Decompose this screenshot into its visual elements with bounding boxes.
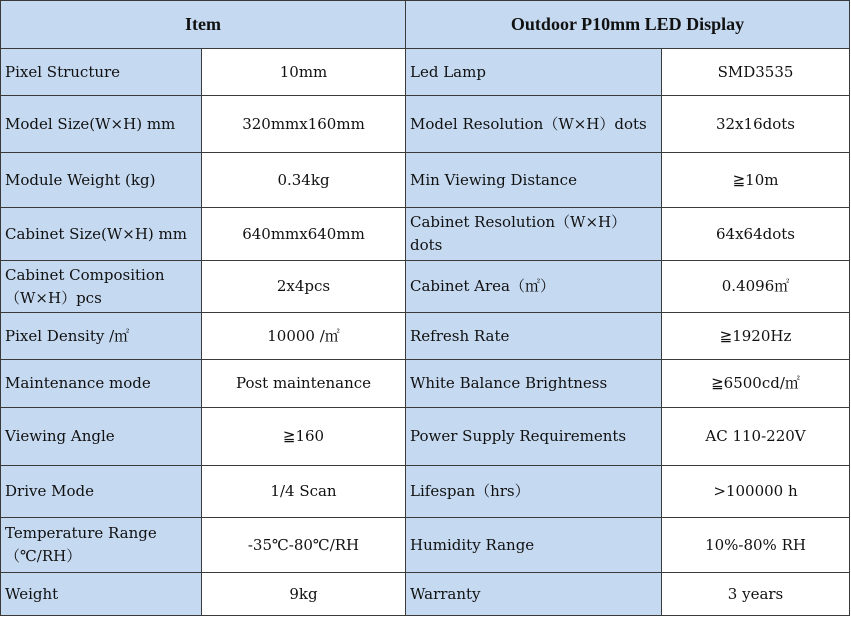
spec-value: ≧10m: [662, 153, 850, 208]
table-row: [1, 96, 850, 153]
table-row: [1, 518, 850, 573]
table-row: [1, 313, 850, 360]
spec-value: 10mm: [202, 49, 406, 96]
spec-value: SMD3535: [662, 49, 850, 96]
spec-label: Cabinet Size(W×H) mm: [1, 208, 202, 261]
spec-label: Pixel Density /㎡: [1, 313, 202, 360]
spec-value: ≧6500cd/㎡: [662, 360, 850, 408]
spec-value: 10000 /㎡: [202, 313, 406, 360]
table-row: [1, 408, 850, 466]
spec-value: 10%-80% RH: [662, 518, 850, 573]
spec-value: 2x4pcs: [202, 261, 406, 313]
spec-label: Humidity Range: [406, 518, 662, 573]
spec-value: 64x64dots: [662, 208, 850, 261]
spec-label: Temperature Range（℃/RH）: [1, 518, 202, 573]
spec-value: 0.34kg: [202, 153, 406, 208]
spec-value: 9kg: [202, 573, 406, 616]
table-row: [1, 466, 850, 518]
table-row: [1, 360, 850, 408]
spec-value: 3 years: [662, 573, 850, 616]
spec-label: Min Viewing Distance: [406, 153, 662, 208]
table-row: [1, 49, 850, 96]
table-row: [1, 208, 850, 261]
spec-label: Led Lamp: [406, 49, 662, 96]
spec-label: Lifespan（hrs）: [406, 466, 662, 518]
spec-value: 0.4096㎡: [662, 261, 850, 313]
spec-value: 1/4 Scan: [202, 466, 406, 518]
spec-value: ≧160: [202, 408, 406, 466]
table-row: [1, 261, 850, 313]
header-row: [1, 1, 850, 49]
table-row: [1, 573, 850, 616]
spec-value: AC 110-220V: [662, 408, 850, 466]
spec-label: Power Supply Requirements: [406, 408, 662, 466]
table-row: [1, 153, 850, 208]
spec-label: Cabinet Composition（W×H）pcs: [1, 261, 202, 313]
spec-label: Warranty: [406, 573, 662, 616]
spec-label: Weight: [1, 573, 202, 616]
spec-value: ≧1920Hz: [662, 313, 850, 360]
spec-label: Model Resolution（W×H）dots: [406, 96, 662, 153]
header-item: Item: [1, 1, 406, 49]
header-product: Outdoor P10mm LED Display: [406, 1, 850, 49]
spec-value: Post maintenance: [202, 360, 406, 408]
spec-label: Viewing Angle: [1, 408, 202, 466]
spec-label: Drive Mode: [1, 466, 202, 518]
spec-value: 320mmx160mm: [202, 96, 406, 153]
spec-label: Maintenance mode: [1, 360, 202, 408]
spec-label: Pixel Structure: [1, 49, 202, 96]
spec-value: 640mmx640mm: [202, 208, 406, 261]
spec-label: White Balance Brightness: [406, 360, 662, 408]
spec-value: >100000 h: [662, 466, 850, 518]
spec-value: -35℃-80℃/RH: [202, 518, 406, 573]
spec-label: Cabinet Resolution（W×H）dots: [406, 208, 662, 261]
spec-label: Module Weight (kg): [1, 153, 202, 208]
spec-label: Cabinet Area（㎡）: [406, 261, 662, 313]
spec-label: Refresh Rate: [406, 313, 662, 360]
spec-value: 32x16dots: [662, 96, 850, 153]
spec-label: Model Size(W×H) mm: [1, 96, 202, 153]
